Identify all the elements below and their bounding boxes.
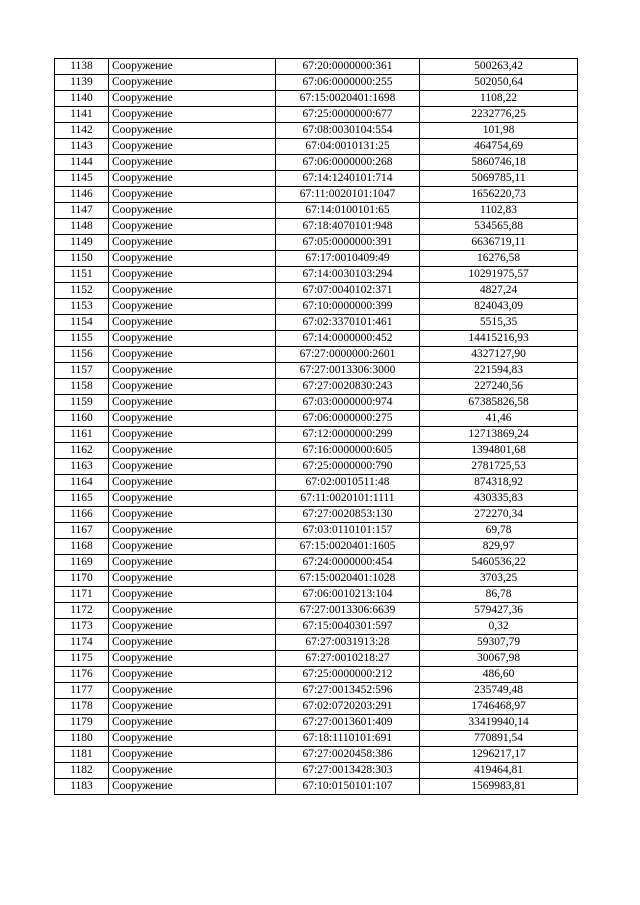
object-type-cell: Сооружение [109,347,276,363]
cadastral-number-cell: 67:20:0000000:361 [276,59,420,75]
cadastral-number-cell: 67:18:1110101:691 [276,731,420,747]
row-number-cell: 1158 [55,379,109,395]
object-type-cell: Сооружение [109,235,276,251]
object-type-cell: Сооружение [109,91,276,107]
cadastral-number-cell: 67:06:0000000:268 [276,155,420,171]
cadastral-number-cell: 67:18:4070101:948 [276,219,420,235]
cadastral-number-cell: 67:14:0100101:65 [276,203,420,219]
cadastral-value-cell: 770891,54 [420,731,578,747]
table-row [55,699,578,715]
cadastral-number-cell: 67:27:0031913:28 [276,635,420,651]
object-type-cell: Сооружение [109,635,276,651]
table-row [55,171,578,187]
object-type-cell: Сооружение [109,523,276,539]
cadastral-number-cell: 67:06:0000000:255 [276,75,420,91]
cadastral-number-cell: 67:27:0013306:3000 [276,363,420,379]
cadastral-value-cell: 4327127,90 [420,347,578,363]
object-type-cell: Сооружение [109,475,276,491]
cadastral-value-cell: 1102,83 [420,203,578,219]
table-row [55,427,578,443]
object-type-cell: Сооружение [109,619,276,635]
cadastral-number-cell: 67:10:0150101:107 [276,779,420,795]
row-number-cell: 1142 [55,123,109,139]
table-row [55,763,578,779]
table-row [55,123,578,139]
table-row [55,395,578,411]
row-number-cell: 1141 [55,107,109,123]
table-row [55,331,578,347]
cadastral-value-cell: 579427,36 [420,603,578,619]
row-number-cell: 1180 [55,731,109,747]
object-type-cell: Сооружение [109,763,276,779]
cadastral-value-cell: 86,78 [420,587,578,603]
cadastral-number-cell: 67:27:0013428:303 [276,763,420,779]
row-number-cell: 1138 [55,59,109,75]
cadastral-value-cell: 5069785,11 [420,171,578,187]
cadastral-number-cell: 67:04:0010131:25 [276,139,420,155]
object-type-cell: Сооружение [109,107,276,123]
table-row [55,747,578,763]
object-type-cell: Сооружение [109,539,276,555]
cadastral-value-cell: 12713869,24 [420,427,578,443]
object-type-cell: Сооружение [109,571,276,587]
cadastral-value-cell: 3703,25 [420,571,578,587]
table-row [55,459,578,475]
row-number-cell: 1145 [55,171,109,187]
object-type-cell: Сооружение [109,491,276,507]
table-row [55,651,578,667]
table-row [55,59,578,75]
cadastral-value-cell: 486,60 [420,667,578,683]
cadastral-number-cell: 67:15:0040301:597 [276,619,420,635]
cadastral-number-cell: 67:27:0020830:243 [276,379,420,395]
cadastral-number-cell: 67:14:1240101:714 [276,171,420,187]
object-type-cell: Сооружение [109,507,276,523]
table-row [55,779,578,795]
cadastral-value-cell: 829,97 [420,539,578,555]
registry-table-body [55,59,578,795]
cadastral-value-cell: 0,32 [420,619,578,635]
row-number-cell: 1151 [55,267,109,283]
table-row [55,283,578,299]
cadastral-value-cell: 419464,81 [420,763,578,779]
object-type-cell: Сооружение [109,699,276,715]
cadastral-number-cell: 67:10:0000000:399 [276,299,420,315]
object-type-cell: Сооружение [109,155,276,171]
row-number-cell: 1153 [55,299,109,315]
cadastral-number-cell: 67:15:0020401:1698 [276,91,420,107]
row-number-cell: 1168 [55,539,109,555]
row-number-cell: 1164 [55,475,109,491]
cadastral-number-cell: 67:08:0030104:554 [276,123,420,139]
cadastral-value-cell: 500263,42 [420,59,578,75]
object-type-cell: Сооружение [109,603,276,619]
object-type-cell: Сооружение [109,187,276,203]
row-number-cell: 1160 [55,411,109,427]
cadastral-value-cell: 1746468,97 [420,699,578,715]
row-number-cell: 1178 [55,699,109,715]
row-number-cell: 1150 [55,251,109,267]
cadastral-number-cell: 67:24:0000000:454 [276,555,420,571]
table-row [55,75,578,91]
object-type-cell: Сооружение [109,123,276,139]
table-row [55,235,578,251]
cadastral-value-cell: 5860746,18 [420,155,578,171]
object-type-cell: Сооружение [109,251,276,267]
row-number-cell: 1154 [55,315,109,331]
row-number-cell: 1166 [55,507,109,523]
cadastral-value-cell: 1108,22 [420,91,578,107]
cadastral-number-cell: 67:02:0010511:48 [276,475,420,491]
row-number-cell: 1163 [55,459,109,475]
object-type-cell: Сооружение [109,459,276,475]
cadastral-value-cell: 1296217,17 [420,747,578,763]
row-number-cell: 1179 [55,715,109,731]
table-row [55,667,578,683]
table-row [55,683,578,699]
table-row [55,731,578,747]
table-row [55,187,578,203]
row-number-cell: 1175 [55,651,109,667]
row-number-cell: 1140 [55,91,109,107]
object-type-cell: Сооружение [109,283,276,299]
cadastral-number-cell: 67:27:0010218:27 [276,651,420,667]
cadastral-value-cell: 464754,69 [420,139,578,155]
object-type-cell: Сооружение [109,715,276,731]
table-row [55,219,578,235]
row-number-cell: 1148 [55,219,109,235]
row-number-cell: 1152 [55,283,109,299]
table-row [55,347,578,363]
table-row [55,571,578,587]
row-number-cell: 1169 [55,555,109,571]
cadastral-value-cell: 824043,09 [420,299,578,315]
object-type-cell: Сооружение [109,427,276,443]
cadastral-number-cell: 67:15:0020401:1605 [276,539,420,555]
row-number-cell: 1173 [55,619,109,635]
object-type-cell: Сооружение [109,779,276,795]
row-number-cell: 1171 [55,587,109,603]
row-number-cell: 1156 [55,347,109,363]
table-row [55,715,578,731]
row-number-cell: 1162 [55,443,109,459]
table-row [55,363,578,379]
row-number-cell: 1182 [55,763,109,779]
cadastral-value-cell: 30067,98 [420,651,578,667]
cadastral-value-cell: 227240,56 [420,379,578,395]
cadastral-number-cell: 67:14:0000000:452 [276,331,420,347]
cadastral-number-cell: 67:27:0020458:386 [276,747,420,763]
cadastral-value-cell: 5515,35 [420,315,578,331]
cadastral-value-cell: 1394801,68 [420,443,578,459]
table-row [55,107,578,123]
cadastral-number-cell: 67:02:0720203:291 [276,699,420,715]
cadastral-number-cell: 67:27:0013452:596 [276,683,420,699]
registry-table [54,58,578,795]
cadastral-number-cell: 67:15:0020401:1028 [276,571,420,587]
cadastral-number-cell: 67:11:0020101:1111 [276,491,420,507]
row-number-cell: 1174 [55,635,109,651]
cadastral-value-cell: 59307,79 [420,635,578,651]
row-number-cell: 1170 [55,571,109,587]
cadastral-number-cell: 67:06:0010213:104 [276,587,420,603]
cadastral-number-cell: 67:27:0020853:130 [276,507,420,523]
object-type-cell: Сооружение [109,683,276,699]
table-row [55,635,578,651]
cadastral-value-cell: 10291975,57 [420,267,578,283]
cadastral-value-cell: 33419940,14 [420,715,578,731]
table-row [55,379,578,395]
cadastral-number-cell: 67:25:0000000:790 [276,459,420,475]
table-row [55,523,578,539]
table-row [55,475,578,491]
cadastral-number-cell: 67:27:0000000:2601 [276,347,420,363]
row-number-cell: 1181 [55,747,109,763]
object-type-cell: Сооружение [109,363,276,379]
cadastral-value-cell: 430335,83 [420,491,578,507]
cadastral-value-cell: 272270,34 [420,507,578,523]
cadastral-number-cell: 67:03:0110101:157 [276,523,420,539]
row-number-cell: 1143 [55,139,109,155]
table-row [55,251,578,267]
row-number-cell: 1144 [55,155,109,171]
object-type-cell: Сооружение [109,59,276,75]
cadastral-number-cell: 67:16:0000000:605 [276,443,420,459]
cadastral-number-cell: 67:25:0000000:212 [276,667,420,683]
row-number-cell: 1167 [55,523,109,539]
cadastral-number-cell: 67:27:0013601:409 [276,715,420,731]
table-row [55,443,578,459]
table-row [55,155,578,171]
cadastral-number-cell: 67:07:0040102:371 [276,283,420,299]
table-row [55,203,578,219]
table-row [55,315,578,331]
table-row [55,619,578,635]
row-number-cell: 1161 [55,427,109,443]
object-type-cell: Сооружение [109,443,276,459]
row-number-cell: 1177 [55,683,109,699]
object-type-cell: Сооружение [109,139,276,155]
cadastral-value-cell: 101,98 [420,123,578,139]
table-row [55,267,578,283]
row-number-cell: 1149 [55,235,109,251]
object-type-cell: Сооружение [109,379,276,395]
cadastral-value-cell: 1569983,81 [420,779,578,795]
object-type-cell: Сооружение [109,667,276,683]
row-number-cell: 1172 [55,603,109,619]
cadastral-value-cell: 534565,88 [420,219,578,235]
table-row [55,587,578,603]
cadastral-number-cell: 67:17:0010409:49 [276,251,420,267]
row-number-cell: 1165 [55,491,109,507]
cadastral-value-cell: 14415216,93 [420,331,578,347]
row-number-cell: 1139 [55,75,109,91]
table-row [55,411,578,427]
table-row [55,555,578,571]
cadastral-value-cell: 41,46 [420,411,578,427]
row-number-cell: 1183 [55,779,109,795]
cadastral-number-cell: 67:02:3370101:461 [276,315,420,331]
cadastral-value-cell: 221594,83 [420,363,578,379]
cadastral-value-cell: 874318,92 [420,475,578,491]
cadastral-value-cell: 69,78 [420,523,578,539]
cadastral-number-cell: 67:12:0000000:299 [276,427,420,443]
object-type-cell: Сооружение [109,315,276,331]
row-number-cell: 1155 [55,331,109,347]
cadastral-number-cell: 67:06:0000000:275 [276,411,420,427]
object-type-cell: Сооружение [109,219,276,235]
table-row [55,91,578,107]
object-type-cell: Сооружение [109,731,276,747]
cadastral-number-cell: 67:11:0020101:1047 [276,187,420,203]
object-type-cell: Сооружение [109,395,276,411]
table-row [55,491,578,507]
cadastral-value-cell: 5460536,22 [420,555,578,571]
object-type-cell: Сооружение [109,411,276,427]
cadastral-value-cell: 2232776,25 [420,107,578,123]
object-type-cell: Сооружение [109,747,276,763]
table-row [55,299,578,315]
cadastral-number-cell: 67:25:0000000:677 [276,107,420,123]
table-row [55,603,578,619]
row-number-cell: 1159 [55,395,109,411]
table-row [55,539,578,555]
object-type-cell: Сооружение [109,651,276,667]
cadastral-value-cell: 6636719,11 [420,235,578,251]
cadastral-number-cell: 67:03:0000000:974 [276,395,420,411]
table-row [55,139,578,155]
object-type-cell: Сооружение [109,75,276,91]
table-row [55,507,578,523]
cadastral-value-cell: 4827,24 [420,283,578,299]
object-type-cell: Сооружение [109,555,276,571]
cadastral-value-cell: 16276,58 [420,251,578,267]
cadastral-value-cell: 67385826,58 [420,395,578,411]
object-type-cell: Сооружение [109,267,276,283]
object-type-cell: Сооружение [109,203,276,219]
object-type-cell: Сооружение [109,331,276,347]
cadastral-value-cell: 502050,64 [420,75,578,91]
row-number-cell: 1146 [55,187,109,203]
cadastral-value-cell: 2781725,53 [420,459,578,475]
cadastral-value-cell: 1656220,73 [420,187,578,203]
object-type-cell: Сооружение [109,171,276,187]
cadastral-value-cell: 235749,48 [420,683,578,699]
object-type-cell: Сооружение [109,587,276,603]
row-number-cell: 1176 [55,667,109,683]
cadastral-number-cell: 67:05:0000000:391 [276,235,420,251]
row-number-cell: 1157 [55,363,109,379]
object-type-cell: Сооружение [109,299,276,315]
row-number-cell: 1147 [55,203,109,219]
cadastral-number-cell: 67:27:0013306:6639 [276,603,420,619]
cadastral-number-cell: 67:14:0030103:294 [276,267,420,283]
